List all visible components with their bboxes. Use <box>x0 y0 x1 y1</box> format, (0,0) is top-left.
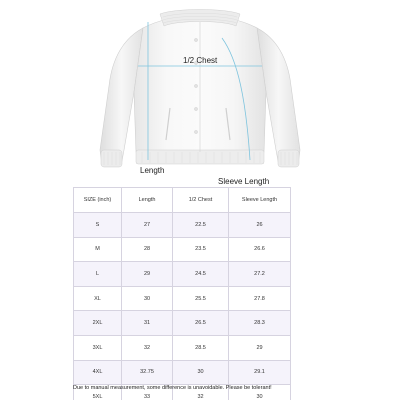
table-row <box>74 213 291 238</box>
table-cell: 27.2 <box>229 262 291 287</box>
waistband <box>136 150 264 164</box>
length-measure-label: Length <box>140 166 165 175</box>
chest-measure-label: 1/2 Chest <box>183 56 218 65</box>
table-cell: 25.5 <box>173 286 229 311</box>
table-cell: 5XL <box>74 385 122 400</box>
table-cell: 32.75 <box>122 360 173 385</box>
column-header: Length <box>122 188 173 213</box>
jacket-illustration <box>0 0 400 185</box>
table-cell: 4XL <box>74 360 122 385</box>
table-row <box>74 311 291 336</box>
table-cell: 33 <box>122 385 173 400</box>
table-cell: 28.3 <box>229 311 291 336</box>
table-cell: 26.6 <box>229 237 291 262</box>
column-header: Sleeve Length <box>229 188 291 213</box>
table-cell: 28 <box>122 237 173 262</box>
column-header: 1/2 Chest <box>173 188 229 213</box>
table-cell: 27.8 <box>229 286 291 311</box>
column-header: SIZE (inch) <box>74 188 122 213</box>
table-cell: 32 <box>122 335 173 360</box>
table-row <box>74 286 291 311</box>
table-cell: 23.5 <box>173 237 229 262</box>
sleeve-measure-label: Sleeve Length <box>218 177 270 186</box>
table-cell: 27 <box>122 213 173 238</box>
table-cell: 30 <box>122 286 173 311</box>
table-cell: 28.5 <box>173 335 229 360</box>
table-cell: XL <box>74 286 122 311</box>
table-row <box>74 360 291 385</box>
table-cell: 31 <box>122 311 173 336</box>
table-cell: 32 <box>173 385 229 400</box>
table-row <box>74 237 291 262</box>
measurement-disclaimer: Due to manual measurement, some difference is unavoidable. Please be tolerant! <box>73 385 272 391</box>
table-header-row <box>74 188 291 213</box>
table-cell: 29 <box>229 335 291 360</box>
table-cell: 22.5 <box>173 213 229 238</box>
table-cell: 29 <box>122 262 173 287</box>
table-cell: 2XL <box>74 311 122 336</box>
table-cell: 26 <box>229 213 291 238</box>
table-cell: L <box>74 262 122 287</box>
table-cell: M <box>74 237 122 262</box>
table-cell: 29.1 <box>229 360 291 385</box>
table-cell: 24.5 <box>173 262 229 287</box>
table-cell: 30 <box>173 360 229 385</box>
size-chart-table <box>73 187 291 400</box>
table-row <box>74 262 291 287</box>
table-cell: 26.5 <box>173 311 229 336</box>
table-cell: S <box>74 213 122 238</box>
table-cell: 3XL <box>74 335 122 360</box>
table-row <box>74 335 291 360</box>
table-cell: 30 <box>229 385 291 400</box>
